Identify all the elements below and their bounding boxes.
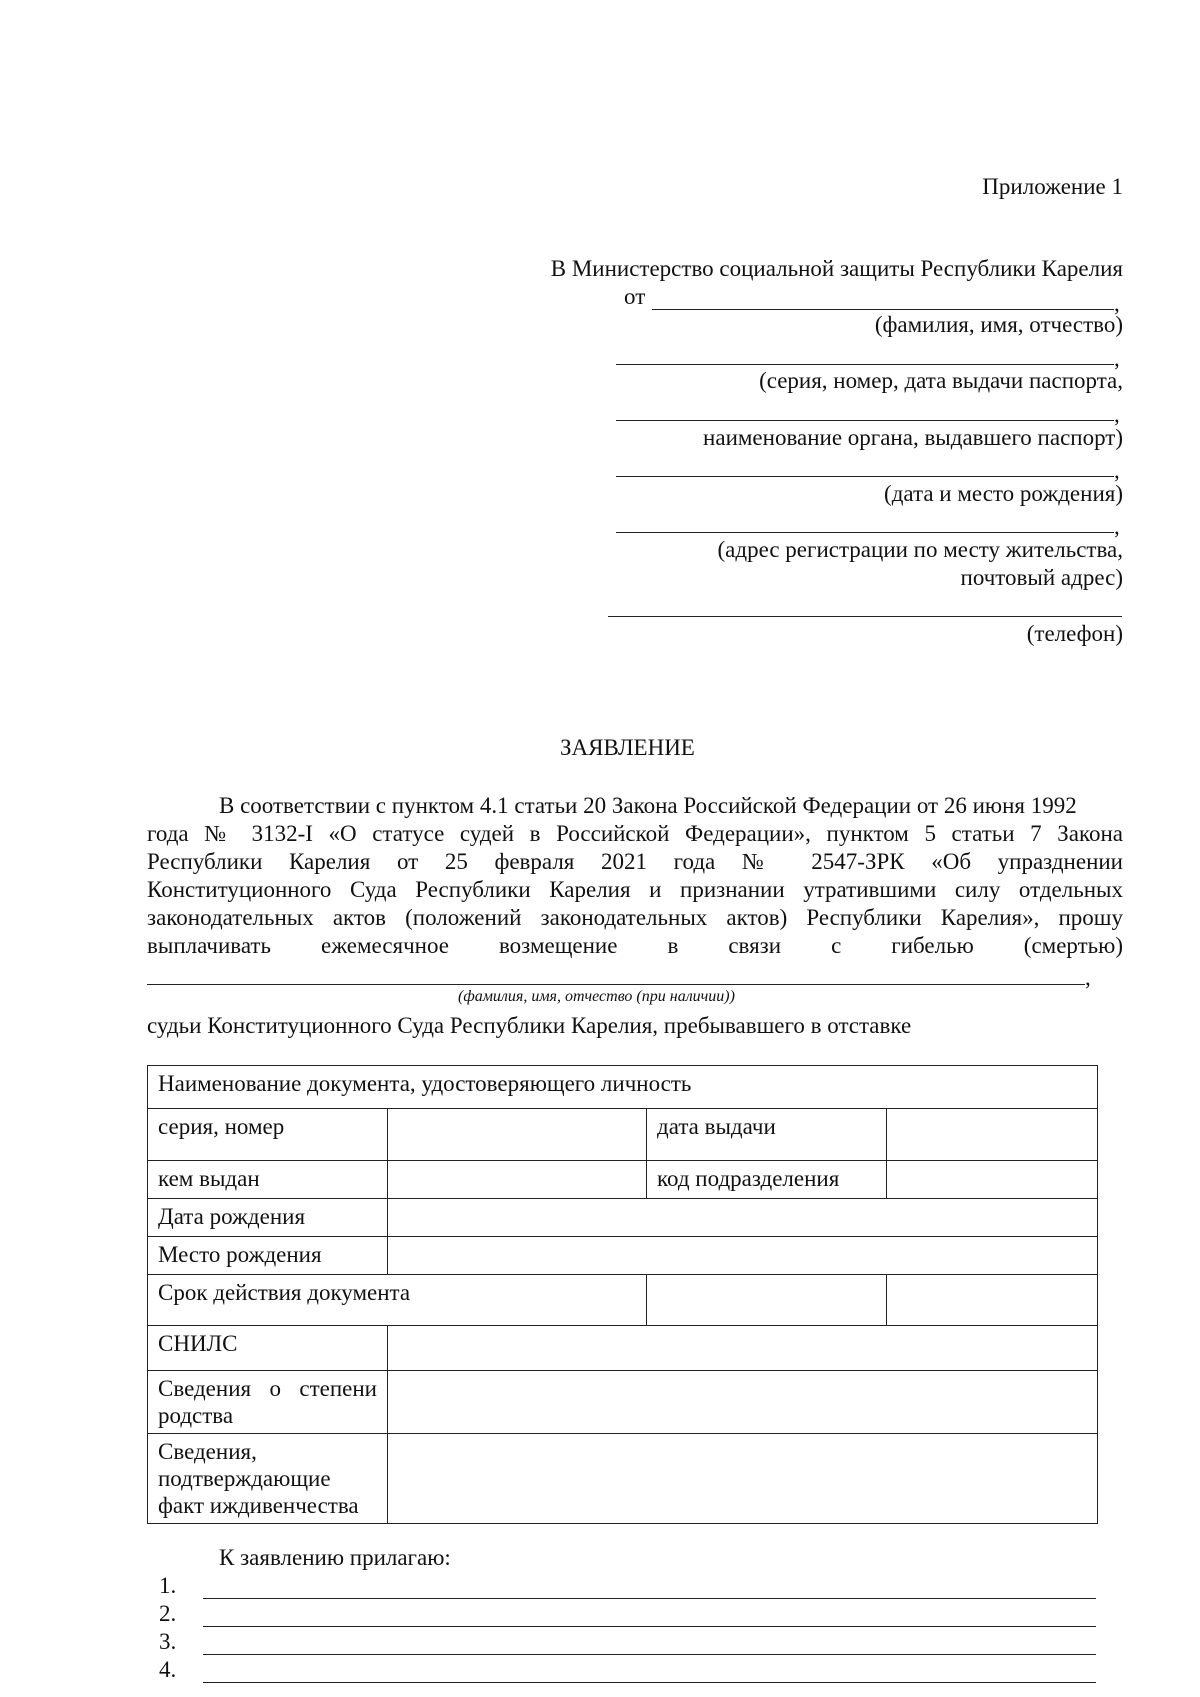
dependency-label-line-1: Сведения, (158, 1439, 257, 1464)
attachment-number: 2. (159, 1601, 177, 1626)
issuer-field[interactable] (616, 420, 1114, 421)
validity-cell-from[interactable] (647, 1275, 887, 1326)
series-number-label: серия, номер (148, 1109, 388, 1161)
phone-field[interactable] (608, 616, 1122, 617)
birth-date-cell[interactable] (388, 1199, 1098, 1237)
comma: , (1114, 514, 1120, 539)
birth-field[interactable] (616, 476, 1114, 477)
dependency-label-line-3: факт иждивенчества (158, 1493, 359, 1518)
address-field[interactable] (616, 532, 1114, 533)
attachment-line-4[interactable] (203, 1682, 1096, 1683)
attachment-number: 3. (159, 1629, 177, 1654)
comma: , (1114, 346, 1120, 371)
series-number-cell[interactable] (388, 1109, 647, 1161)
attachment-line-3[interactable] (203, 1654, 1096, 1655)
attachment-number: 1. (159, 1573, 177, 1598)
validity-label: Срок действия документа (148, 1275, 647, 1326)
kinship-label-line-2: родства (158, 1403, 234, 1428)
division-code-cell[interactable] (887, 1161, 1098, 1199)
kinship-label-line-1: Сведения о степени (158, 1376, 377, 1401)
snils-label: СНИЛС (148, 1326, 388, 1371)
issue-date-cell[interactable] (887, 1109, 1098, 1161)
attachment-line-1[interactable] (203, 1598, 1096, 1599)
appendix-label: Приложение 1 (982, 174, 1123, 199)
caption-passport: (серия, номер, дата выдачи паспорта, (759, 368, 1123, 393)
body-line-3: Республики Карелия от 25 февраля 2021 года № 2547-ЗРК «Об упразднении (147, 849, 1123, 874)
issued-by-cell[interactable] (388, 1161, 647, 1199)
caption-phone: (телефон) (1026, 621, 1123, 646)
caption-address-2: почтовый адрес) (960, 565, 1123, 590)
comma: , (1114, 402, 1120, 427)
body-line-7: судьи Конституционного Суда Республики Карелия, пребывавшего в отставке (147, 1013, 912, 1038)
fio-field[interactable] (652, 309, 1114, 310)
kinship-label (148, 1371, 388, 1434)
issue-date-label: дата выдачи (647, 1109, 887, 1161)
kinship-cell[interactable] (388, 1371, 1098, 1434)
body-line-1: В соответствии с пунктом 4.1 статьи 20 Закона Российской Федерации от 26 июня 1992 (219, 793, 1077, 818)
birth-place-cell[interactable] (388, 1237, 1098, 1275)
body-line-6: выплачивать ежемесячное возмещение в связи с гибелью (смертью) (147, 933, 1123, 958)
body-line-5: законодательных актов (положений законодательных актов) Республики Карелия», прошу (147, 905, 1123, 930)
caption-address-1: (адрес регистрации по месту жительства, (717, 537, 1123, 562)
attachment-line-2[interactable] (203, 1626, 1096, 1627)
comma: , (1114, 458, 1120, 483)
body-line-2: года № 3132-I «О статусе судей в Российской Федерации», пунктом 5 статьи 7 Закона (147, 821, 1123, 846)
issued-by-label: кем выдан (148, 1161, 388, 1199)
addressee: В Министерство социальной защиты Республики Карелия (550, 256, 1123, 281)
birth-date-label: Дата рождения (148, 1199, 388, 1237)
dependency-label (148, 1434, 388, 1524)
validity-cell-to[interactable] (887, 1275, 1098, 1326)
applicant-data-table (147, 1065, 1098, 1524)
deceased-fio-field[interactable] (147, 984, 1085, 985)
body-line-4: Конституционного Суда Республики Карелия и признании утратившими силу отдельных (147, 877, 1123, 902)
doc-name-label: Наименование документа, удостоверяющего личность (148, 1066, 1098, 1109)
caption-deceased: (фамилия, имя, отчество (при наличии)) (458, 988, 735, 1005)
attachment-number: 4. (159, 1657, 177, 1682)
caption-fio: (фамилия, имя, отчество) (874, 312, 1123, 337)
dependency-label-line-2: подтверждающие (158, 1466, 331, 1491)
from-label: от (624, 284, 646, 309)
snils-cell[interactable] (388, 1326, 1098, 1371)
division-code-label: код подразделения (647, 1161, 887, 1199)
comma: , (1114, 291, 1120, 316)
caption-issuer: наименование органа, выдавшего паспорт) (703, 425, 1123, 450)
attachments-heading: К заявлению прилагаю: (219, 1545, 451, 1570)
passport-field[interactable] (616, 364, 1114, 365)
document-title: ЗАЯВЛЕНИЕ (560, 735, 695, 760)
dependency-cell[interactable] (388, 1434, 1098, 1524)
comma: , (1085, 965, 1091, 990)
caption-birth: (дата и место рождения) (884, 481, 1123, 506)
birth-place-label: Место рождения (148, 1237, 388, 1275)
